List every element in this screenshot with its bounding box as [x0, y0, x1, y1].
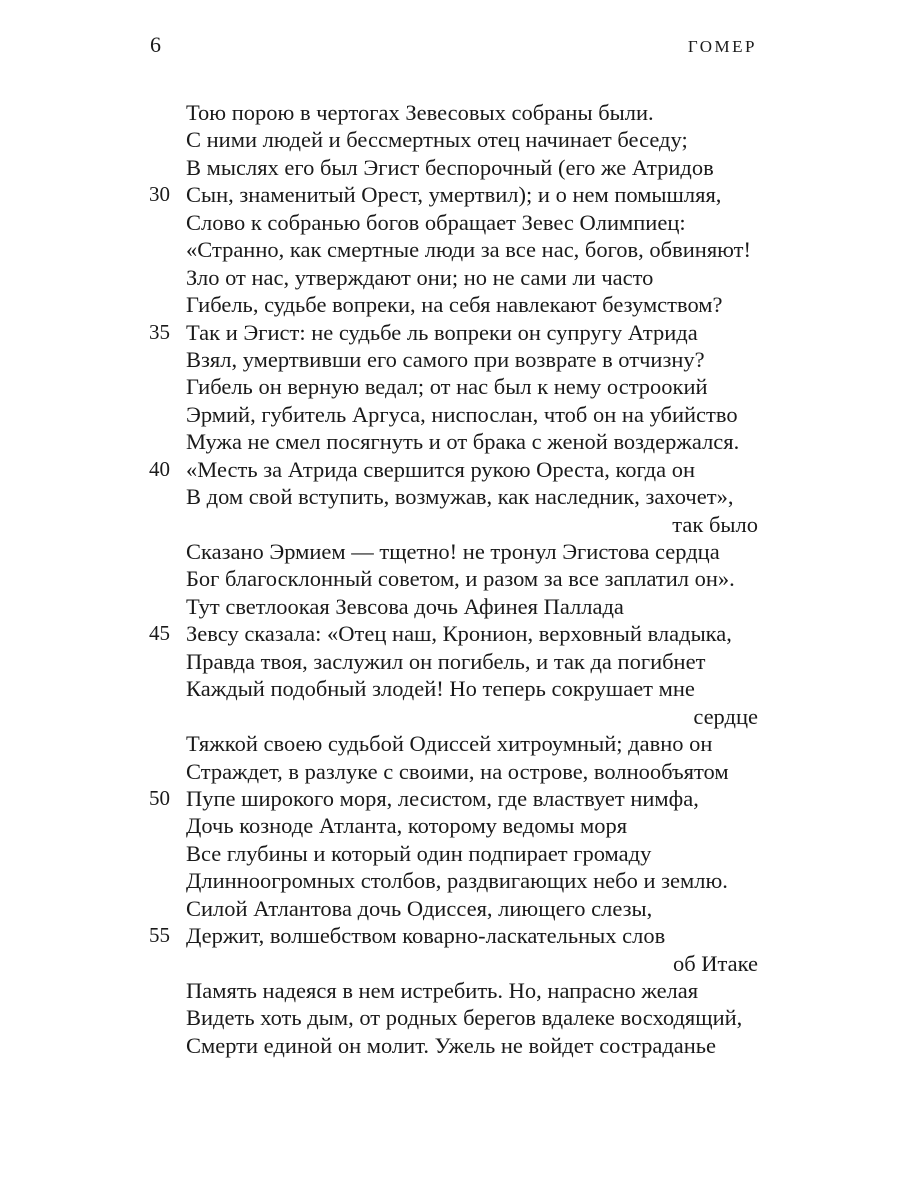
verse-text: Правда твоя, заслужил он погибель, и так да погибнет — [186, 648, 706, 674]
line-number: 35 — [149, 319, 170, 344]
line-number: 50 — [149, 785, 170, 810]
verse-line-continuation — [0, 511, 900, 538]
verse-line — [0, 785, 900, 812]
verse-text: Сын, знаменитый Орест, умертвил); и о нем помышляя, — [186, 182, 722, 208]
verse-text: «Странно, как смертные люди за все нас, богов, обвиняют! — [186, 237, 752, 263]
verse-text: Зевсу сказала: «Отец наш, Кронион, верховный владыка, — [186, 621, 732, 647]
verse-line — [0, 565, 900, 592]
verse-line — [0, 428, 900, 455]
verse-text: Мужа не смел посягнуть и от брака с женой воздержался. — [186, 429, 740, 455]
verse-line — [0, 867, 900, 894]
verse-text: Дочь козноде Атланта, которому ведомы моря — [186, 813, 628, 839]
verse-line — [0, 181, 900, 208]
verse-line — [0, 812, 900, 839]
verse-line — [0, 319, 900, 346]
running-head: ГОМЕР — [687, 37, 757, 56]
verse-line — [0, 346, 900, 373]
verse-line — [0, 895, 900, 922]
line-number: 45 — [149, 621, 170, 646]
verse-text: Страждет, в разлуке с своими, на острове, волнообъятом — [186, 758, 729, 784]
verse-text: Гибель, судьбе вопреки, на себя навлекают безумством? — [186, 292, 723, 318]
verse-text: В дом свой вступить, возмужав, как наследник, захочет», — [186, 484, 734, 510]
line-number: 30 — [149, 182, 170, 207]
verse-text: С ними людей и бессмертных отец начинает беседу; — [186, 127, 688, 153]
verse-text: сердце — [693, 703, 758, 729]
verse-text: Слово к собранью богов обращает Зевес Олимпиец: — [186, 209, 686, 235]
verse-text: Пупе широкого моря, лесистом, где властвует нимфа, — [186, 785, 699, 811]
verse-text: Смерти единой он молит. Ужель не войдет состраданье — [186, 1032, 717, 1058]
verse-text: «Месть за Атрида свершится рукою Ореста, когда он — [186, 456, 695, 482]
verse-line — [0, 1004, 900, 1031]
verse-text: Так и Эгист: не судьбе ль вопреки он супругу Атрида — [186, 319, 698, 345]
verse-line-continuation — [0, 703, 900, 730]
verse-line — [0, 648, 900, 675]
verse-text: Сказано Эрмием — тщетно! не тронул Эгистова сердца — [186, 539, 720, 564]
verse-line — [0, 538, 900, 565]
verse-text: Тяжкой своею судьбой Одиссей хитроумный; давно он — [186, 731, 713, 757]
verse-line — [0, 154, 900, 181]
verse-text: Зло от нас, утверждают они; но не сами ли часто — [186, 264, 654, 290]
verse-line — [0, 1032, 900, 1059]
verse-line — [0, 840, 900, 867]
verse-text: Все глубины и который один подпирает громаду — [186, 840, 652, 866]
verse-text: Держит, волшебством коварно-ласкательных слов — [186, 923, 666, 949]
verse-text: Взял, умертвивши его самого при возврате в отчизну? — [186, 346, 705, 372]
verse-line — [0, 209, 900, 236]
page-number: 6 — [150, 32, 161, 57]
verse-text: Эрмий, губитель Аргуса, ниспослан, чтоб он на убийство — [186, 401, 738, 427]
verse-text: Тут светлоокая Зевсова дочь Афинея Паллада — [186, 593, 624, 619]
line-number: 40 — [149, 456, 170, 481]
poem-text — [0, 99, 900, 1059]
verse-line-continuation — [0, 950, 900, 977]
verse-line — [0, 593, 900, 620]
line-number: 55 — [149, 923, 170, 948]
verse-line — [0, 373, 900, 400]
verse-line — [0, 483, 900, 510]
verse-text: Силой Атлантова дочь Одиссея, лиющего слезы, — [186, 895, 653, 921]
verse-line — [0, 99, 900, 126]
verse-line — [0, 922, 900, 949]
verse-line — [0, 730, 900, 757]
verse-line — [0, 291, 900, 318]
verse-line — [0, 236, 900, 263]
verse-text: Длинноогромных столбов, раздвигающих небо и землю. — [186, 868, 728, 894]
verse-text: Бог благосклонный советом, и разом за все заплатил он». — [186, 566, 735, 592]
verse-line — [0, 758, 900, 785]
verse-text: В мыслях его был Эгист беспорочный (его же Атридов — [186, 154, 714, 180]
verse-text: Видеть хоть дым, от родных берегов вдалеке восходящий, — [186, 1005, 743, 1031]
verse-text: Каждый подобный злодей! Но теперь сокрушает мне — [186, 676, 695, 702]
verse-text: Гибель он верную ведал; от нас был к нему остроокий — [186, 374, 708, 400]
verse-line — [0, 126, 900, 153]
verse-line — [0, 264, 900, 291]
verse-text: Память надеяся в нем истребить. Но, напрасно желая — [186, 978, 699, 1003]
verse-line — [0, 401, 900, 428]
verse-line — [0, 620, 900, 647]
verse-line — [0, 456, 900, 483]
verse-line — [0, 675, 900, 702]
verse-line — [0, 977, 900, 1004]
verse-text: Тою порою в чертогах Зевесовых собраны были. — [186, 100, 654, 125]
verse-text: так было — [672, 511, 758, 537]
verse-text: об Итаке — [672, 950, 758, 976]
